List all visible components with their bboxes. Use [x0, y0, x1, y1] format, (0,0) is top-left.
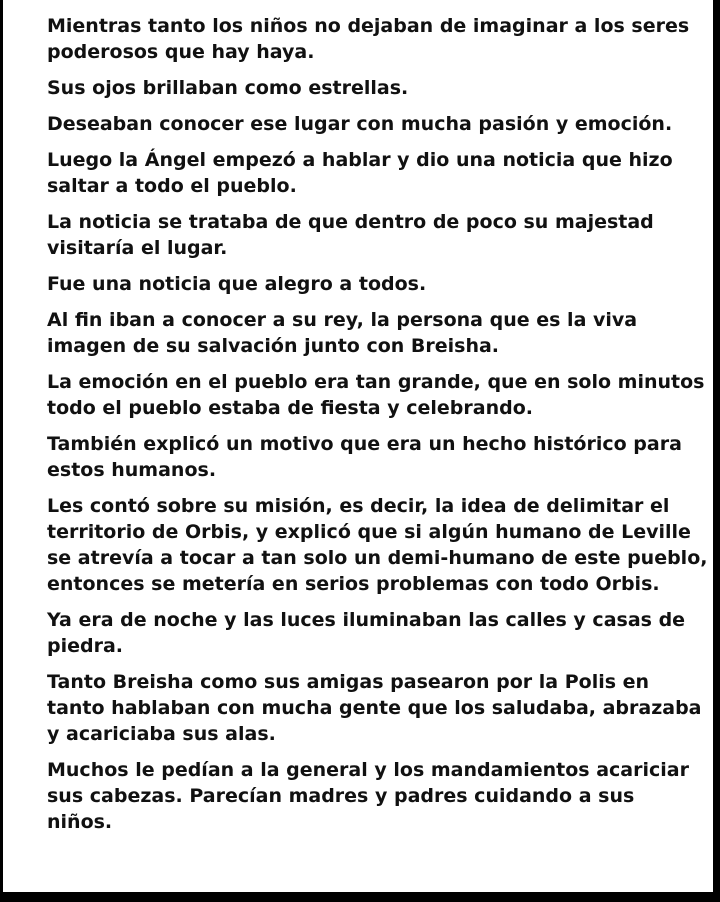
paragraph [47, 111, 683, 137]
paragraph [47, 431, 683, 483]
text-line: Luego la Ángel empezó a hablar y dio una noticia que hizo [47, 149, 673, 171]
text-line: tanto hablaban con mucha gente que los saludaba, abrazaba [47, 697, 702, 719]
text-line: Mientras tanto los niños no dejaban de imaginar a los seres [47, 15, 690, 37]
text-line: territorio de Orbis, y explicó que si algún humano de Leville [47, 521, 691, 543]
paragraph [47, 757, 689, 835]
paragraph [47, 307, 683, 359]
text-line: visitaría el lugar. [47, 237, 228, 259]
text-line: También explicó un motivo que era un hecho histórico para [47, 433, 682, 455]
paragraph [47, 147, 683, 199]
text-line: niños. [47, 811, 113, 833]
text-line: Fue una noticia que alegro a todos. [47, 273, 427, 295]
text-line: entonces se metería en serios problemas con todo Orbis. [47, 573, 660, 595]
text-line: estos humanos. [47, 459, 217, 481]
text-line: Al fin iban a conocer a su rey, la persona que es la viva [47, 309, 638, 331]
text-line: saltar a todo el pueblo. [47, 175, 297, 197]
text-line: sus cabezas. Parecían madres y padres cuidando a sus [47, 785, 635, 807]
paragraph [47, 75, 683, 101]
paragraph [47, 271, 683, 297]
text-line: y acariciaba sus alas. [47, 723, 276, 745]
text-line: Tanto Breisha como sus amigas pasearon por la Polis en [47, 671, 650, 693]
paragraph [47, 209, 683, 261]
text-line: todo el pueblo estaba de fiesta y celebrando. [47, 397, 533, 419]
paragraph [47, 13, 690, 65]
text-line: Deseaban conocer ese lugar con mucha pasión y emoción. [47, 113, 673, 135]
document-page [3, 0, 713, 892]
text-line: piedra. [47, 635, 124, 657]
text-line: se atrevía a tocar a tan solo un demi-humano de este pueblo, [47, 547, 708, 569]
text-line: La emoción en el pueblo era tan grande, que en solo minutos [47, 371, 705, 393]
paragraph [47, 669, 702, 747]
text-line: Les contó sobre su misión, es decir, la idea de delimitar el [47, 495, 670, 517]
text-line: La noticia se trataba de que dentro de poco su majestad [47, 211, 654, 233]
paragraph [47, 493, 708, 597]
text-line: imagen de su salvación junto con Breisha. [47, 335, 500, 357]
text-line: Muchos le pedían a la general y los mandamientos acariciar [47, 759, 689, 781]
text-line: poderosos que hay haya. [47, 41, 315, 63]
paragraph [47, 607, 686, 659]
paragraph [47, 369, 705, 421]
text-line: Sus ojos brillaban como estrellas. [47, 77, 409, 99]
text-line: Ya era de noche y las luces iluminaban las calles y casas de [47, 609, 686, 631]
text-body [47, 13, 708, 835]
